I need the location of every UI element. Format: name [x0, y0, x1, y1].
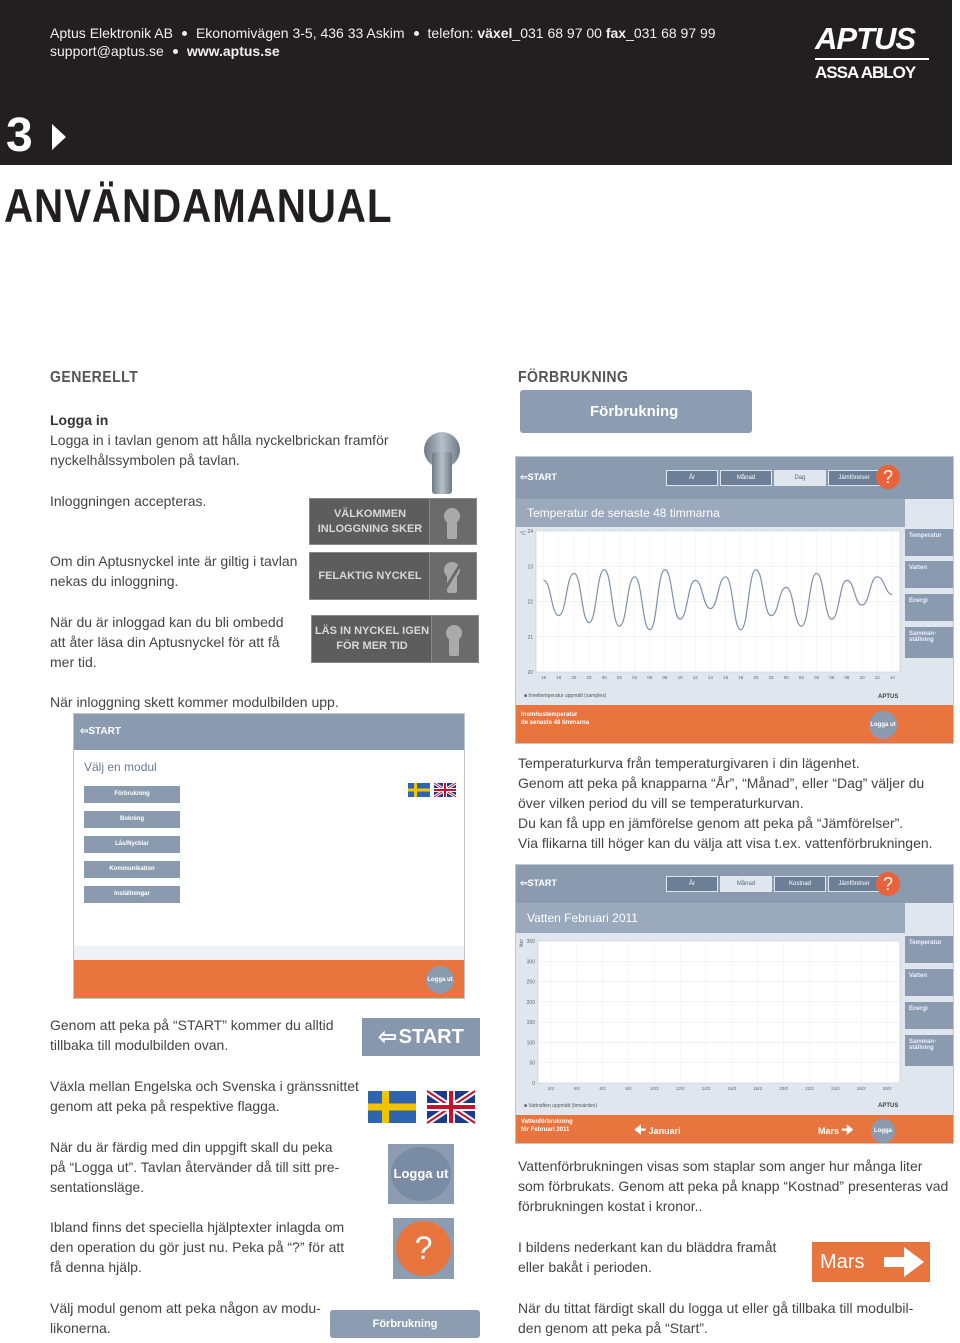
bullet-icon: [173, 49, 178, 54]
brand-mark: APTUS: [878, 1103, 899, 1109]
logo-main: APTUS: [815, 21, 916, 56]
text-line: Växla mellan Engelska och Svenska i gränssnittet: [50, 1078, 359, 1094]
nav-day-button[interactable]: Dag: [774, 470, 826, 486]
choose-module-label: Välj en modul: [84, 760, 157, 774]
start-button[interactable]: [362, 1018, 480, 1056]
text-line: genom att peka på respektive flagga.: [50, 1098, 280, 1114]
start-button-label: START: [398, 1025, 464, 1048]
y-tick-label: 50: [529, 1060, 535, 1067]
screen-bottombar: [74, 960, 464, 998]
right-arrow-icon: [882, 1245, 926, 1279]
start-label: START: [527, 472, 557, 482]
bottom-label: [521, 711, 589, 727]
company-name: Aptus Elektronik AB: [50, 25, 173, 41]
text-line: som förbrukats. Genom att peka på knapp “Kostnad” presenteras vad: [518, 1178, 949, 1194]
x-tick-label: 8/2: [625, 1086, 632, 1091]
text-line: Via flikarna till höger kan du välja att visa t.ex. vattenförbrukningen.: [518, 835, 933, 851]
x-tick-label: 04: [814, 675, 820, 680]
nav-compare-button[interactable]: Jämförelser: [828, 470, 880, 486]
y-tick-label: 0: [532, 1081, 535, 1087]
plot-area: [538, 941, 900, 1083]
logout-label: Logga ut: [391, 1147, 451, 1201]
text-line: När du är färdig med din uppgift skall du peka: [50, 1139, 333, 1155]
text-line: mer tid.: [50, 654, 97, 670]
module-button-kommunikation[interactable]: Kommunikation: [84, 861, 180, 878]
choose-text: [50, 1298, 321, 1338]
nav-month-button[interactable]: Månad: [720, 470, 772, 486]
module-screen: [73, 713, 465, 999]
y-tick-label: 22: [527, 599, 533, 606]
x-tick-label: 12: [874, 675, 880, 680]
chart-legend: ■ Vattnaften uppmätt (timvärden): [524, 1103, 597, 1109]
legend-label: Inneltemperatur uppmätt (samples): [528, 693, 607, 699]
logout-text: [50, 1137, 339, 1197]
x-tick-label: 02: [798, 675, 804, 680]
x-tick-label: 22: [768, 675, 774, 680]
forbrukning-module-button[interactable]: Förbrukning: [330, 1310, 480, 1338]
logo-divider: [815, 58, 929, 60]
text-line: Vattenförbrukningen visas som staplar som anger hur många liter: [518, 1158, 923, 1174]
water-screen: [515, 864, 954, 1158]
x-tick-label: 14: [889, 675, 895, 680]
chart-title: Temperatur de senaste 48 timmarna: [516, 499, 905, 527]
y-tick-label: 21: [527, 634, 533, 641]
text-line: tillbaka till modulbilden ovan.: [50, 1037, 229, 1053]
y-tick-label: 150: [526, 1020, 535, 1027]
logout-button[interactable]: Logga ut: [869, 711, 897, 739]
help-text: [50, 1217, 344, 1277]
next-period-button[interactable]: [818, 1121, 854, 1143]
x-tick-label: 20: [571, 675, 577, 680]
x-tick-label: 18: [738, 675, 744, 680]
y-axis-unit: °C: [520, 531, 526, 537]
website-link[interactable]: www.aptus.se: [186, 43, 280, 59]
text-line: Du kan få upp en jämförelse genom att peka på “Jämförelser”.: [518, 815, 904, 831]
temperature-chart: [516, 527, 905, 687]
page-title: ANVÄNDAMANUAL: [4, 179, 393, 232]
prev-label: Januari: [648, 1126, 681, 1136]
x-tick-label: 12/2: [675, 1086, 685, 1091]
tab-energy[interactable]: Energi: [905, 594, 953, 622]
x-tick-label: 4/2: [573, 1086, 580, 1091]
text-line: I bildens nederkant kan du bläddra framåt: [518, 1239, 777, 1255]
chapter-number: 3: [6, 109, 33, 162]
fax-number: _031 68 97 99: [626, 25, 716, 41]
next-label: Mars: [818, 1126, 840, 1136]
module-button-las-nycklar[interactable]: Lås/Nycklar: [84, 836, 180, 853]
text-line: Logga in i tavlan genom att hålla nyckelbrickan framför: [50, 432, 389, 448]
x-tick-label: 18/2: [753, 1086, 763, 1091]
bottom-label: [521, 1118, 573, 1134]
tab-energy[interactable]: Energi: [905, 1002, 953, 1030]
logout-button[interactable]: Logga ut: [426, 966, 454, 994]
login-text: [50, 430, 389, 470]
x-tick-label: 18: [556, 675, 562, 680]
aptus-logo: [815, 22, 935, 82]
switch-label: växel: [477, 25, 513, 41]
x-tick-label: 00: [783, 675, 789, 680]
tab-water[interactable]: Vatten: [905, 969, 953, 997]
text-line: sentationsläge.: [50, 1179, 145, 1195]
text-line: eller bakåt i perioden.: [518, 1259, 652, 1275]
text-line: Temperaturkurva från temperaturgivaren i din lägenhet.: [518, 755, 860, 771]
key-wrong-icon: [442, 561, 462, 595]
y-tick-label: 100: [526, 1040, 535, 1047]
tab-temperature[interactable]: Temperatur: [905, 529, 953, 557]
x-tick-label: 04: [632, 675, 638, 680]
phone-label: telefon:: [427, 25, 478, 41]
module-text: När inloggning skett kommer modulbilden upp.: [50, 694, 339, 710]
logout-button[interactable]: Logga ut: [871, 1119, 895, 1143]
x-tick-label: 16: [541, 675, 547, 680]
final-text: [518, 1298, 913, 1338]
water-chart: [516, 933, 905, 1099]
key-label: VÄLKOMMEN: [333, 507, 407, 520]
login-heading: Logga in: [50, 412, 109, 428]
tab-temperature[interactable]: Temperatur: [905, 936, 953, 964]
temperature-text: [518, 753, 933, 853]
text-line: den genom att peka på “Start”.: [518, 1320, 708, 1336]
text-line: att åter läsa din Aptusnyckel för att få: [50, 634, 280, 650]
x-tick-label: 12: [692, 675, 698, 680]
left-arrow-icon: 🠈: [634, 1122, 647, 1137]
text-line: få denna hjälp.: [50, 1259, 142, 1275]
tab-water[interactable]: Vatten: [905, 561, 953, 589]
text-line: Genom att peka på “START” kommer du alltid: [50, 1017, 334, 1033]
x-tick-label: 10: [677, 675, 683, 680]
text-line: likonerna.: [50, 1320, 111, 1336]
x-tick-label: 22: [586, 675, 592, 680]
start-nav[interactable]: ⇦START: [520, 472, 557, 482]
start-label: START: [88, 726, 121, 737]
nav-compare-button[interactable]: Jämförelser: [828, 876, 880, 892]
y-tick-label: 23: [527, 564, 533, 571]
text-line: Genom att peka på knapparna “År”, “Månad”, eller “Dag” väljer du: [518, 775, 925, 791]
y-tick-label: 300: [526, 959, 535, 966]
language-text: [50, 1076, 359, 1116]
switch-number: _031 68 97 00: [512, 25, 606, 41]
chart-title: Vatten Februari 2011: [516, 903, 905, 933]
page-header: [0, 0, 952, 165]
tab-summary[interactable]: Samman-ställning: [905, 1035, 953, 1067]
reread-text: [50, 612, 284, 672]
prev-period-button[interactable]: [634, 1121, 681, 1143]
x-tick-label: 02: [616, 675, 622, 680]
contact-line-1: [50, 25, 716, 41]
screen-topbar: [74, 714, 464, 750]
invalid-key-text: [50, 551, 297, 591]
help-button[interactable]: ?: [876, 465, 900, 489]
text-line: När du tittat färdigt skall du logga ut eller gå tillbaka till modulbil-: [518, 1300, 914, 1316]
right-arrow-icon: 🠊: [841, 1122, 854, 1137]
y-tick-label: 350: [526, 939, 535, 945]
text-line: på “Logga ut”. Tavlan återvänder då till sitt pre-: [50, 1159, 340, 1175]
swedish-flag-icon[interactable]: [408, 783, 430, 797]
x-tick-label: 06: [647, 675, 653, 680]
support-email[interactable]: support@aptus.se: [50, 43, 164, 59]
x-tick-label: 16/2: [727, 1086, 737, 1091]
text-line: nyckelhålssymbolen på tavlan.: [50, 452, 240, 468]
text-line: över vilken period du vill se temperaturkurvan.: [518, 795, 804, 811]
text-line: Ibland finns det speciella hjälptexter inlagda om: [50, 1219, 345, 1235]
uk-flag-icon[interactable]: [434, 783, 456, 797]
text-line: När du är inloggad kan du bli ombedd: [50, 614, 284, 630]
back-arrow-icon: ⇦: [378, 1024, 397, 1049]
help-button[interactable]: ?: [876, 872, 900, 896]
nav-cost-button[interactable]: Kostnad: [774, 876, 826, 892]
y-tick-label: 24: [527, 529, 533, 535]
bullet-icon: [182, 31, 187, 36]
x-tick-label: 14: [707, 675, 713, 680]
y-tick-label: 20: [527, 670, 533, 676]
key-welcome-display: [309, 498, 477, 545]
x-tick-label: 08: [662, 675, 668, 680]
text-line: Vattenförbrukning: [521, 1119, 573, 1125]
text-line: Välj modul genom att peka någon av modu-: [50, 1300, 321, 1316]
start-label: START: [527, 878, 557, 888]
mars-label: Mars: [820, 1251, 865, 1273]
text-line: Om din Aptusnyckel inte är giltig i tavlan: [50, 553, 298, 569]
key-reread-display: [311, 615, 479, 663]
forbrukning-top-button[interactable]: Förbrukning: [520, 390, 752, 433]
text-line: förbrukningen kostat i kronor..: [518, 1198, 703, 1214]
x-tick-label: 10: [859, 675, 865, 680]
brand-mark: APTUS: [878, 694, 899, 700]
keyhole-icon: [420, 430, 464, 496]
mars-button[interactable]: [812, 1242, 930, 1282]
module-button-installningar[interactable]: Inställningar: [84, 886, 180, 903]
x-tick-label: 28/2: [882, 1086, 892, 1091]
help-button-large[interactable]: [393, 1218, 454, 1279]
x-tick-label: 14/2: [701, 1086, 711, 1091]
logout-button-large[interactable]: [388, 1144, 454, 1204]
text-line: de senaste 48 timmarna: [521, 720, 590, 726]
section-title-consumption: FÖRBRUKNING: [518, 369, 629, 386]
key-label: FÖR MER TID: [336, 640, 408, 652]
key-label: FELAKTIG NYCKEL: [318, 569, 422, 582]
temperature-screen: [515, 456, 954, 744]
section-title-general: GENERELLT: [50, 369, 139, 386]
x-tick-label: 20: [753, 675, 759, 680]
logo-sub: ASSA ABLOY: [815, 63, 916, 82]
text-line: för Februari 2011: [521, 1127, 570, 1133]
browse-text: [518, 1237, 776, 1277]
x-tick-label: 00: [601, 675, 607, 680]
module-button-forbrukning[interactable]: Förbrukning: [84, 786, 180, 803]
chapter-arrow-icon: [50, 122, 68, 152]
text-line: Inomhustemperatur: [521, 712, 578, 718]
x-tick-label: 16: [723, 675, 729, 680]
start-nav[interactable]: ⇦START: [80, 726, 121, 737]
tab-summary[interactable]: Samman-ställning: [905, 627, 953, 659]
x-tick-label: 08: [844, 675, 850, 680]
x-tick-label: 2/2: [547, 1086, 555, 1091]
x-tick-label: 22/2: [805, 1086, 814, 1091]
key-wrong-display: [309, 552, 477, 600]
water-text: [518, 1156, 948, 1216]
chart-legend: ■ Inneltemperatur uppmätt (samples): [524, 693, 607, 699]
key-label: INLOGGNING SKER: [317, 522, 423, 535]
x-tick-label: 10/2: [649, 1086, 659, 1091]
swedish-flag-icon[interactable]: [368, 1091, 416, 1123]
bullet-icon: [414, 31, 419, 36]
x-tick-label: 24/2: [830, 1086, 840, 1091]
nav-year-button[interactable]: År: [666, 470, 718, 486]
accepted-text: Inloggningen accepteras.: [50, 493, 207, 509]
text-line: den operation du gör just nu. Peka på “?” för att: [50, 1239, 345, 1255]
key-icon: [442, 507, 462, 541]
key-icon: [444, 624, 464, 658]
x-tick-label: 6/2: [599, 1086, 606, 1091]
key-label: LÄS IN NYCKEL IGEN: [314, 625, 430, 637]
company-address: Ekonomivägen 3-5, 436 33 Askim: [195, 25, 405, 41]
uk-flag-icon[interactable]: [427, 1091, 475, 1123]
help-icon: ?: [396, 1221, 451, 1276]
y-tick-label: 250: [526, 979, 535, 986]
legend-label: Vattnaften uppmätt (timvärden): [528, 1103, 597, 1109]
nav-year-button[interactable]: År: [666, 876, 718, 892]
text-line: nekas du inloggning.: [50, 573, 179, 589]
fax-label: fax: [605, 25, 627, 41]
module-button-bokning[interactable]: Bokning: [84, 811, 180, 828]
y-axis-unit: liter: [519, 939, 525, 948]
x-tick-label: 26/2: [856, 1086, 866, 1091]
contact-line-2: [50, 43, 280, 59]
x-tick-label: 06: [829, 675, 835, 680]
x-tick-label: 20/2: [779, 1086, 789, 1091]
nav-month-button[interactable]: Månad: [720, 876, 772, 892]
start-nav[interactable]: ⇦START: [520, 878, 557, 888]
start-text: [50, 1015, 333, 1055]
y-tick-label: 200: [526, 999, 535, 1006]
